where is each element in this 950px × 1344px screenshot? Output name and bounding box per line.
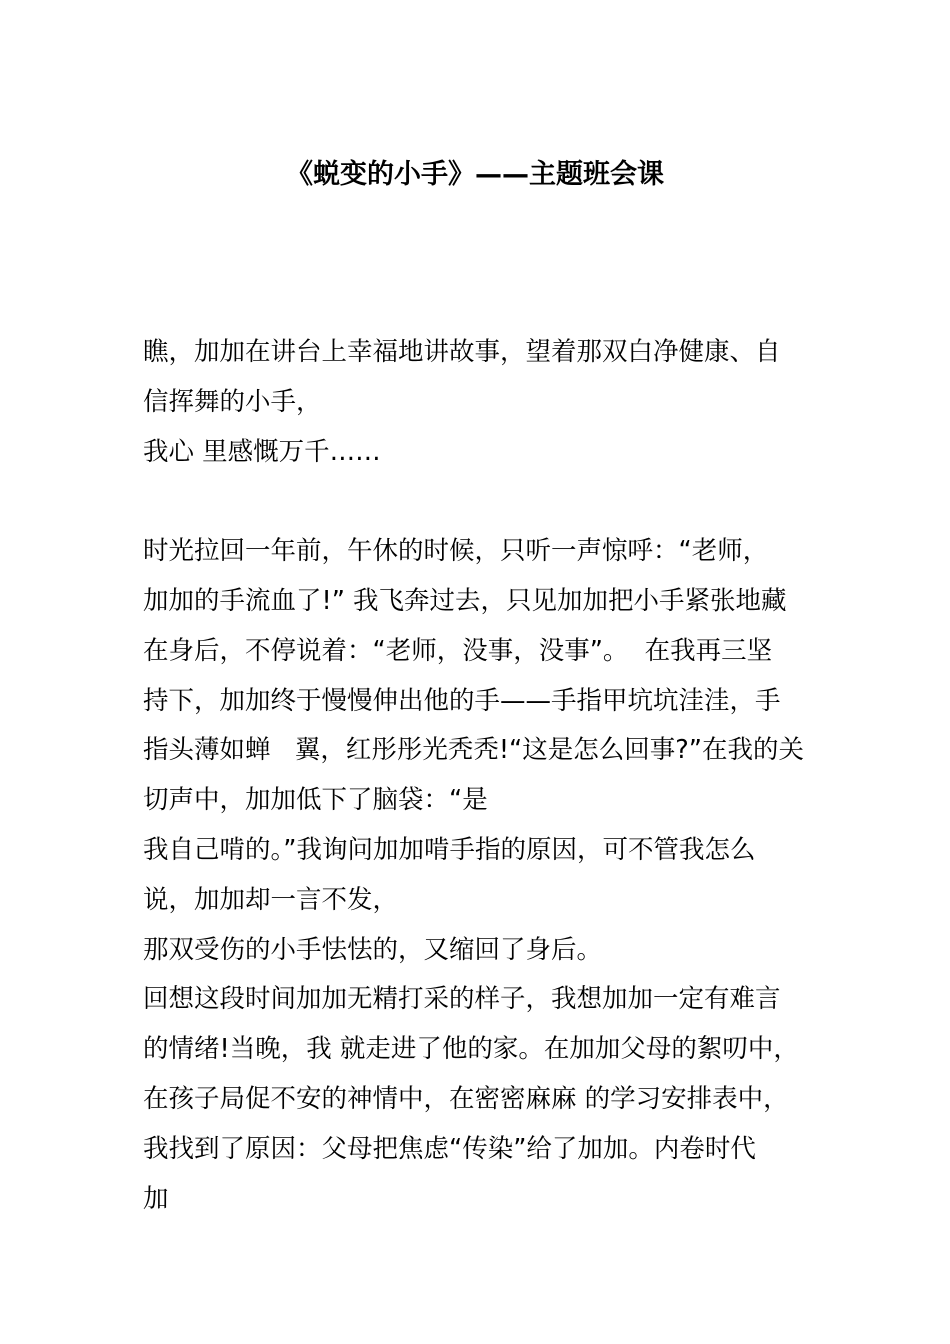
body-line: 说，加加却一言不发， xyxy=(143,884,399,915)
body-line: 我找到了原因：父母把焦虑“传染”给了加加。内卷时代 xyxy=(143,1133,756,1164)
body-line: 加加的手流血了!” 我飞奔过去，只见加加把小手紧张地藏 xyxy=(143,585,787,616)
body-line: 指头薄如蝉 翼，红彤彤光秃秃!“这是怎么回事?”在我的关 xyxy=(143,735,804,766)
body-line: 的情绪!当晚，我 就走进了他的家。在加加父母的絮叨中， xyxy=(143,1034,799,1065)
body-line: 信挥舞的小手， xyxy=(143,386,322,417)
paragraph-gap xyxy=(143,477,823,527)
body-line: 切声中，加加低下了脑袋：“是 xyxy=(143,785,488,816)
body-line: 我自己啃的。”我询问加加啃手指的原因，可不管我怎么 xyxy=(143,834,756,865)
body-line: 瞧，加加在讲台上幸福地讲故事，望着那双白净健康、自 xyxy=(143,337,781,367)
body-line: 那双受伤的小手怯怯的，又缩回了身后。 xyxy=(143,934,603,965)
body-line: 时光拉回一年前，午休的时候，只听一声惊呼：“老师， xyxy=(143,536,769,567)
body-line: 加 xyxy=(143,1183,169,1214)
body-line: 我心 里感慨万千…… xyxy=(143,436,381,467)
body-line: 在孩子局促不安的神情中，在密密麻麻 的学习安排表中， xyxy=(143,1083,789,1114)
document-body xyxy=(143,328,823,1224)
body-line: 在身后，不停说着：“老师，没事，没事”。 在我再三坚 xyxy=(143,635,773,666)
body-line: 持下，加加终于慢慢伸出他的手——手指甲坑坑洼洼，手 xyxy=(143,685,781,716)
body-line: 回想这段时间加加无精打采的样子，我想加加一定有难言 xyxy=(143,984,781,1015)
document-title: 《蜕变的小手》——主题班会课 xyxy=(286,159,664,190)
